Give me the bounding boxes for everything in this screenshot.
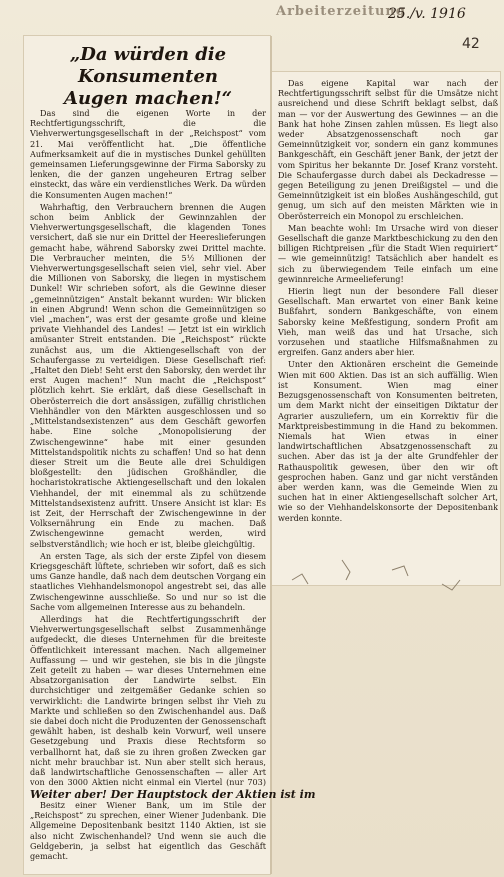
paragraph: An ersten Tage, als sich der erste Zipfel von diesem Kriegsgeschäft lüftete, schrieben wir sofort, daß es sich ums Ganze handle, daß nach dem deutschen Vorgang ein staatliches Viehhandelsmonopol angestrebt sei, das alle Zwischengewinne ausschließe. So und nur so ist die Sache vom allgemeinen Interesse aus zu behandeln. xyxy=(30,550,266,612)
paragraph: Besitz einer Wiener Bank, um im Stile der „Reichspost“ zu sprechen, einer Wiener Judenbank. Die Allgemeine Depositenbank besitzt 1140 Aktien, ist sie also nicht Zwischenhandel? Und wenn sie auch die Geldgeberin, ja selbst hat eigentlich das Geschäft gemacht. xyxy=(30,800,266,862)
clipping-edge xyxy=(270,36,272,874)
paragraph: Man beachte wohl: Im Ursache wird von dieser Gesellschaft die ganze Marktbeschickung zu den den billigen Richtpreisen „für die Stadt Wien requiriert“ — wie gemeinnützig! Tatsächlich aber handelt es sich zu überwiegendem Teile einfach um eine gewinnreiche Armeelieferung! xyxy=(278,222,498,284)
paragraph: Hierin liegt nun der besondere Fall dieser Gesellschaft. Man erwartet von einer Bank keine Bußfahrt, sondern Bankgeschäfte, von einem Saborsky keine Meßfestigung, sondern Profit am Vieh, man weiß das und hat Ursache, sich vorzusehen und staatliche Hilfsmaßnahmen zu ergreifen. Ganz anders aber hier. xyxy=(278,286,498,358)
left-column-bottom xyxy=(30,800,266,872)
paragraph: Wahrhaftig, den Verbrauchern brennen die Augen schon beim Anblick der Gewinnzahlen der Viehverwertungsgesellschaft, die klagenden Tones versichert, daß sie nur ein Drittel der Heereslieferungen gemacht habe, während Saborsky zwei Drittel machte. Die Verbraucher meinten, die 5½ Millionen der Viehverwertungsgesellschaft seien viel, sehr viel. Aber die Millionen von Saborsky, die liegen in mystischem Dunkel! Wir schrieben sofort, als die Gewinne dieser „gemeinnützigen“ Anstalt bekannt wurden: Wir blicken in einen Abgrund! Wenn schon die Gemeinnützigen so viel „machen“, was erst der gesamte große und kleine private Viehhandel des Landes! — Jetzt ist ein wirklich amüsanter Streit entstanden. Die „Reichspost“ rückte zunächst aus, um die Aktiengesellschaft von der Schaufergasse zu verteidigen. Diese Gesellschaft rief: „Haltet den Dieb! Seht erst den Saborsky, den werdet ihr erst Augen machen!“ Nun macht die „Reichspost“ plötzlich kehrt. Sie erklärt, daß diese Gesellschaft in Oberösterreich die dort ansässigen, zufällig christlichen Viehhändler von den Märkten ausgeschlossen und so „Mittelstandsexistenzen“ aus dem Geschäft geworfen habe. Eine solche „Monopolisierung der Zwischengewinne“ habe mit einer gesunden Mittelstandspolitik nichts zu schaffen! Und so hat denn dieser Streit um die Beute alle drei Schuldigen bloßgestellt: den jüdischen Großhändler, die hocharistokratische Aktiengesellschaft und den lokalen Viehhandel, der mit einemmal als zu schützende Mittelstandsexistenz aufritt. Unsere Ansicht ist klar: Es ist Zeit, der Herrschaft der Zwischengewinne in der Volksernährung ein Ende zu machen. Daß Zwischengewinne gemacht werden, wird selbstverständlich; wie hoch er ist, bleibe gleichgültig. xyxy=(30,201,266,549)
article-headline xyxy=(30,44,266,110)
paragraph: Unter den Aktionären erscheint die Gemeinde Wien mit 600 Aktien. Das ist an sich auffällig. Wien ist Konsument. Wien mag einer Bezugsgenossenschaft von Konsumenten beitreten, um dem Markt nicht der einseitigen Diktatur der Agrarier auszuliefern, um ein Korrektiv für die Marktpreisbestimmung in die Hand zu bekommen. Niemals hat Wien etwas in einer landwirtschaftlichen Absatzgenossenschaft zu suchen. Aber das ist ja der alte Grundfehler der Rathauspolitik gewesen, über den wir oft gesprochen haben. Ganz und gar nicht verständen aber werden kann, was die Gemeinde Wien zu suchen hat in einer Aktiengesellschaft solcher Art, wie so der Viehhandelskonsorte der Depositenbank werden konnte. xyxy=(278,359,498,523)
paragraph: Das eigene Kapital war nach der Rechtfertigungsschrift selbst für die Umsätze nicht ausreichend und diese Schrift beklagt selbst, daß man — vor der Auswertung des Gewinnes — an die Bank hat hohe Zinsen zahlen müssen. Es liegt also weder Absatzgenossenschaft noch gar Gemeinnützigkeit vor, sondern ein ganz kommunes Bankgeschäft, ein Geschäft jener Bank, der jetzt der vom Spiritus her bekannte Dr. Josef Kranz vorsteht. Die Schaufergasse durch dabei als Deckadresse — gegen Beteiligung zu jenen Dreißigstel — und die Gemeinnützigkeit ist ein bloßes Aushängeschild, gut genug, um sich auf den meisten Märkten wie in Oberösterreich ein Monopol zu erschleichen. xyxy=(278,78,498,221)
page-header xyxy=(0,0,504,40)
right-column-body xyxy=(278,78,498,580)
left-column-body xyxy=(30,108,266,788)
paragraph: Das sind die eigenen Worte in der Rechtfertigungsschrift, die die Viehverwertungsgesellschaft in der „Reichspost“ vom 21. Mai veröffentlicht hat. „Die öffentliche Aufmerksamkeit auf die in mystisches Dunkel gehüllten gemeinsamen Lieferungsgewinne der Firma Saborsky zu lenken, die der ganzen ungeheuren Ertrag selber einsteckt, das wäre ein verdienstliches Werk. Da würden die Konsumenten Augen machen!“ xyxy=(30,108,266,200)
page-number: 42 xyxy=(462,36,480,52)
headline-line-2: Augen machen!“ xyxy=(64,88,232,109)
paragraph: Allerdings hat die Rechtfertigungsschrift der Viehverwertungsgesellschaft selbst Zusammenhänge aufgedeckt, die dieses Unternehmen für die breiteste Öffentlichkeit interessant machen. Nach allgemeiner Auffassung — und wir gestehen, sie bis in die jüngste Zeit geteilt zu haben — war dieses Unternehmen eine Absatzorganisation der Landwirte selbst. Ein durchsichtiger und zeitgemäßer Gedanke schien so verwirklicht: die Landwirte bringen selbst ihr Vieh zu Markte und schließen so den Zwischenhandel aus. Daß sie dabei doch nicht die Produzenten der Genossenschaft gewählt haben, ist deshalb kein Vorwurf, weil unsere Gesetzgebung und Praxis diese Rechtsform so verballhornt hat, daß sie zu ihren großen Zwecken gar nicht mehr brauchbar ist. Nun aber stellt sich heraus, daß landwirtschaftliche Genossenschaften — aller Art von den 3000 Aktien nicht einmal ein Viertel (nur 703) xyxy=(30,613,266,788)
section-subhead: Weiter aber! Der Hauptstock der Aktien ist im xyxy=(30,788,316,801)
paper-crack-marks xyxy=(272,540,500,620)
headline-line-1: „Da würden die Konsumenten xyxy=(69,44,227,87)
newspaper-stamp: Arbeiterzeitung xyxy=(276,4,406,19)
handwritten-date: 25./v. 1916 xyxy=(388,6,466,22)
